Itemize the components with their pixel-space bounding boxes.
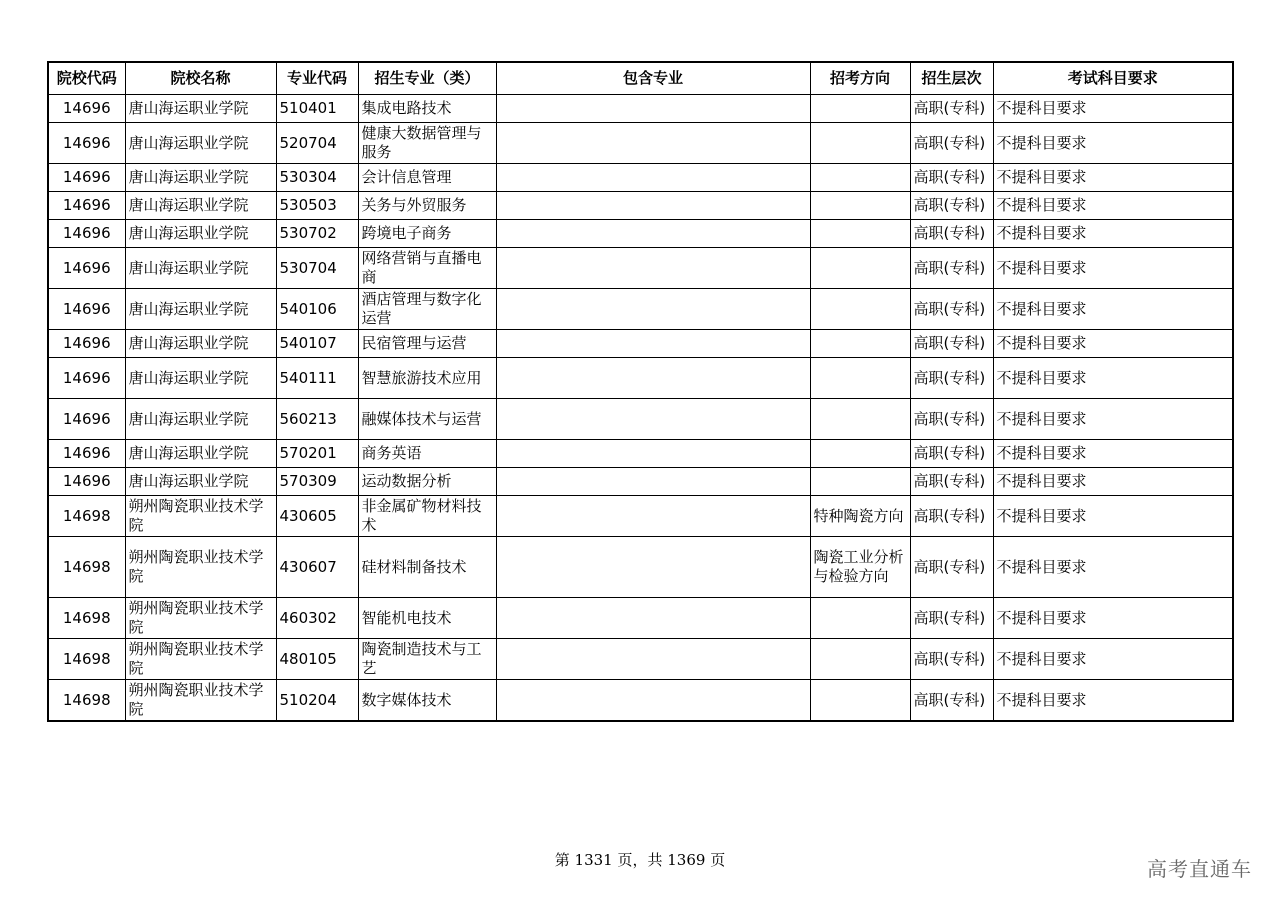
cell-requirement: 不提科目要求: [993, 399, 1233, 440]
cell-school-code: 14696: [48, 248, 125, 289]
table-row: [48, 248, 1233, 289]
cell-major: 智慧旅游技术应用: [358, 358, 496, 399]
cell-level: 高职(专科): [910, 330, 993, 358]
cell-requirement: 不提科目要求: [993, 598, 1233, 639]
cell-major-code: 530702: [276, 220, 358, 248]
cell-major-code: 570201: [276, 440, 358, 468]
cell-requirement: 不提科目要求: [993, 330, 1233, 358]
table-row: [48, 537, 1233, 598]
cell-school-code: 14696: [48, 123, 125, 164]
cell-school-code: 14696: [48, 330, 125, 358]
table-row: [48, 639, 1233, 680]
cell-major-code: 530304: [276, 164, 358, 192]
cell-school-code: 14696: [48, 358, 125, 399]
cell-major: 酒店管理与数字化运营: [358, 289, 496, 330]
cell-school-name: 朔州陶瓷职业技术学院: [125, 496, 276, 537]
cell-major: 商务英语: [358, 440, 496, 468]
table-row: [48, 496, 1233, 537]
cell-major-code: 430605: [276, 496, 358, 537]
cell-major-code: 510401: [276, 95, 358, 123]
cell-requirement: 不提科目要求: [993, 289, 1233, 330]
cell-included-majors: [496, 358, 810, 399]
cell-school-code: 14698: [48, 537, 125, 598]
cell-direction: [810, 639, 910, 680]
cell-major: 非金属矿物材料技术: [358, 496, 496, 537]
cell-school-code: 14696: [48, 164, 125, 192]
cell-school-code: 14696: [48, 192, 125, 220]
cell-major-code: 510204: [276, 680, 358, 722]
page-number: 第 1331 页，共 1369 页: [554, 851, 726, 869]
cell-major: 融媒体技术与运营: [358, 399, 496, 440]
cell-direction: 特种陶瓷方向: [810, 496, 910, 537]
cell-requirement: 不提科目要求: [993, 123, 1233, 164]
cell-major: 健康大数据管理与服务: [358, 123, 496, 164]
table-row: [48, 289, 1233, 330]
cell-level: 高职(专科): [910, 496, 993, 537]
cell-school-name: 唐山海运职业学院: [125, 330, 276, 358]
cell-included-majors: [496, 220, 810, 248]
cell-requirement: 不提科目要求: [993, 164, 1233, 192]
cell-school-name: 朔州陶瓷职业技术学院: [125, 680, 276, 722]
cell-included-majors: [496, 399, 810, 440]
cell-level: 高职(专科): [910, 220, 993, 248]
cell-major-code: 540107: [276, 330, 358, 358]
cell-school-name: 唐山海运职业学院: [125, 358, 276, 399]
cell-major: 会计信息管理: [358, 164, 496, 192]
cell-level: 高职(专科): [910, 358, 993, 399]
cell-requirement: 不提科目要求: [993, 248, 1233, 289]
table-row: [48, 330, 1233, 358]
cell-direction: [810, 192, 910, 220]
cell-school-name: 唐山海运职业学院: [125, 123, 276, 164]
cell-level: 高职(专科): [910, 680, 993, 722]
table-row: [48, 399, 1233, 440]
cell-requirement: 不提科目要求: [993, 468, 1233, 496]
cell-level: 高职(专科): [910, 192, 993, 220]
cell-direction: [810, 220, 910, 248]
cell-level: 高职(专科): [910, 468, 993, 496]
cell-direction: [810, 358, 910, 399]
cell-school-name: 朔州陶瓷职业技术学院: [125, 639, 276, 680]
header-school-code: 院校代码: [48, 62, 125, 95]
cell-major-code: 540111: [276, 358, 358, 399]
cell-level: 高职(专科): [910, 289, 993, 330]
cell-major: 网络营销与直播电商: [358, 248, 496, 289]
cell-major: 集成电路技术: [358, 95, 496, 123]
cell-school-name: 朔州陶瓷职业技术学院: [125, 537, 276, 598]
cell-requirement: 不提科目要求: [993, 220, 1233, 248]
cell-major: 陶瓷制造技术与工艺: [358, 639, 496, 680]
cell-direction: [810, 440, 910, 468]
cell-school-name: 唐山海运职业学院: [125, 248, 276, 289]
cell-included-majors: [496, 598, 810, 639]
table-row: [48, 220, 1233, 248]
table-row: [48, 123, 1233, 164]
table-row: [48, 192, 1233, 220]
cell-requirement: 不提科目要求: [993, 537, 1233, 598]
table-row: [48, 468, 1233, 496]
table-row: [48, 440, 1233, 468]
cell-included-majors: [496, 639, 810, 680]
cell-included-majors: [496, 248, 810, 289]
cell-included-majors: [496, 468, 810, 496]
cell-school-code: 14696: [48, 440, 125, 468]
header-major-code: 专业代码: [276, 62, 358, 95]
cell-level: 高职(专科): [910, 440, 993, 468]
header-school-name: 院校名称: [125, 62, 276, 95]
cell-school-code: 14698: [48, 680, 125, 722]
cell-requirement: 不提科目要求: [993, 192, 1233, 220]
cell-level: 高职(专科): [910, 123, 993, 164]
table-row: [48, 95, 1233, 123]
cell-major: 跨境电子商务: [358, 220, 496, 248]
cell-school-name: 唐山海运职业学院: [125, 220, 276, 248]
cell-major-code: 460302: [276, 598, 358, 639]
cell-major-code: 480105: [276, 639, 358, 680]
cell-direction: 陶瓷工业分析与检验方向: [810, 537, 910, 598]
cell-level: 高职(专科): [910, 537, 993, 598]
cell-requirement: 不提科目要求: [993, 440, 1233, 468]
cell-school-name: 唐山海运职业学院: [125, 192, 276, 220]
cell-major: 硅材料制备技术: [358, 537, 496, 598]
cell-included-majors: [496, 496, 810, 537]
cell-major: 运动数据分析: [358, 468, 496, 496]
cell-requirement: 不提科目要求: [993, 680, 1233, 722]
cell-requirement: 不提科目要求: [993, 496, 1233, 537]
cell-direction: [810, 399, 910, 440]
cell-level: 高职(专科): [910, 248, 993, 289]
cell-school-name: 朔州陶瓷职业技术学院: [125, 598, 276, 639]
cell-school-code: 14696: [48, 95, 125, 123]
header-included-majors: 包含专业: [496, 62, 810, 95]
cell-included-majors: [496, 289, 810, 330]
cell-level: 高职(专科): [910, 399, 993, 440]
table-body: [48, 95, 1233, 722]
header-major: 招生专业（类）: [358, 62, 496, 95]
cell-school-code: 14698: [48, 496, 125, 537]
cell-major-code: 540106: [276, 289, 358, 330]
table-row: [48, 598, 1233, 639]
table-row: [48, 164, 1233, 192]
cell-major: 民宿管理与运营: [358, 330, 496, 358]
table-row: [48, 358, 1233, 399]
watermark-logo-text: 高考直通车: [1147, 857, 1252, 881]
cell-major-code: 530503: [276, 192, 358, 220]
cell-school-code: 14696: [48, 220, 125, 248]
cell-school-name: 唐山海运职业学院: [125, 164, 276, 192]
cell-requirement: 不提科目要求: [993, 95, 1233, 123]
cell-included-majors: [496, 164, 810, 192]
table-row: [48, 680, 1233, 722]
table-header-row: [48, 62, 1233, 95]
cell-school-name: 唐山海运职业学院: [125, 399, 276, 440]
cell-level: 高职(专科): [910, 598, 993, 639]
cell-included-majors: [496, 330, 810, 358]
cell-school-name: 唐山海运职业学院: [125, 468, 276, 496]
cell-included-majors: [496, 95, 810, 123]
cell-school-code: 14698: [48, 639, 125, 680]
cell-major-code: 560213: [276, 399, 358, 440]
header-level: 招生层次: [910, 62, 993, 95]
cell-included-majors: [496, 537, 810, 598]
cell-level: 高职(专科): [910, 95, 993, 123]
cell-included-majors: [496, 440, 810, 468]
cell-included-majors: [496, 192, 810, 220]
cell-major-code: 530704: [276, 248, 358, 289]
cell-school-code: 14696: [48, 399, 125, 440]
cell-major: 数字媒体技术: [358, 680, 496, 722]
cell-major: 关务与外贸服务: [358, 192, 496, 220]
cell-level: 高职(专科): [910, 164, 993, 192]
cell-school-name: 唐山海运职业学院: [125, 95, 276, 123]
header-direction: 招考方向: [810, 62, 910, 95]
cell-included-majors: [496, 123, 810, 164]
cell-included-majors: [496, 680, 810, 722]
cell-major-code: 430607: [276, 537, 358, 598]
cell-direction: [810, 95, 910, 123]
cell-direction: [810, 330, 910, 358]
cell-direction: [810, 123, 910, 164]
cell-direction: [810, 248, 910, 289]
cell-school-code: 14698: [48, 598, 125, 639]
cell-direction: [810, 164, 910, 192]
cell-requirement: 不提科目要求: [993, 639, 1233, 680]
cell-direction: [810, 598, 910, 639]
cell-school-name: 唐山海运职业学院: [125, 440, 276, 468]
cell-major-code: 520704: [276, 123, 358, 164]
cell-school-code: 14696: [48, 289, 125, 330]
cell-major-code: 570309: [276, 468, 358, 496]
cell-direction: [810, 289, 910, 330]
cell-requirement: 不提科目要求: [993, 358, 1233, 399]
cell-direction: [810, 468, 910, 496]
cell-school-name: 唐山海运职业学院: [125, 289, 276, 330]
admissions-table: [47, 61, 1234, 722]
cell-direction: [810, 680, 910, 722]
cell-school-code: 14696: [48, 468, 125, 496]
cell-major: 智能机电技术: [358, 598, 496, 639]
header-requirement: 考试科目要求: [993, 62, 1233, 95]
cell-level: 高职(专科): [910, 639, 993, 680]
